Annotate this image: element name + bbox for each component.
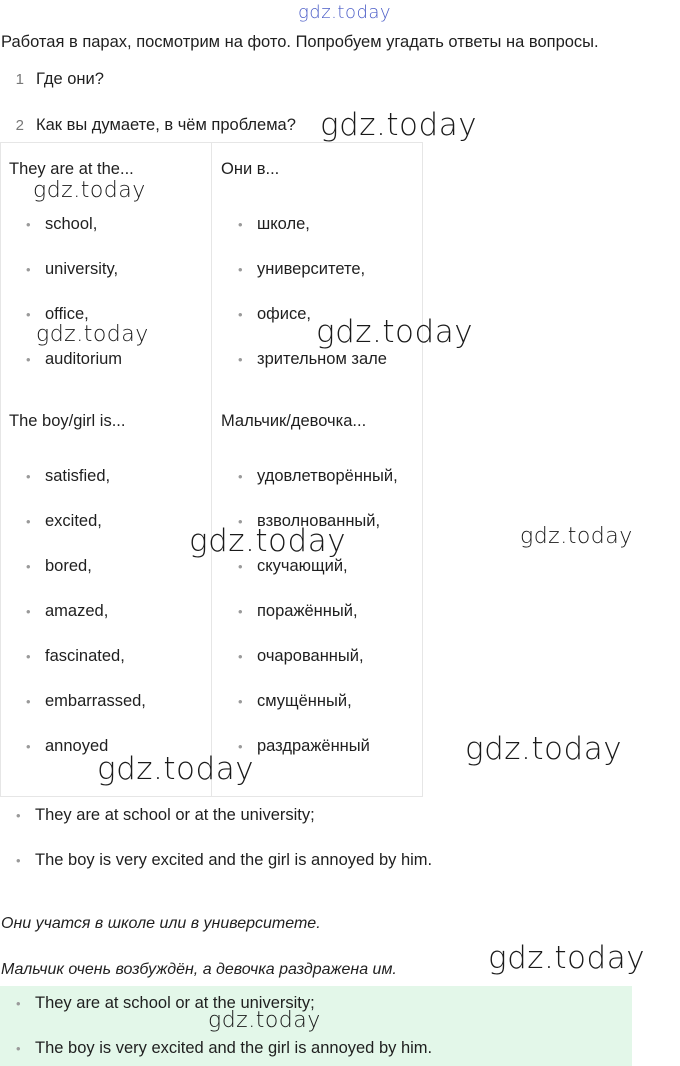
watermark: gdz.today — [189, 523, 347, 559]
watermark: gdz.today — [465, 731, 623, 767]
ru-feeling-item: • смущённый, — [257, 692, 352, 711]
ru-feeling-item: • поражённый, — [257, 602, 358, 621]
answer-item: • The boy is very excited and the girl is annoyed by him. — [35, 851, 432, 870]
en-feeling-item: • annoyed — [45, 737, 108, 756]
highlighted-answer-item: • They are at school or at the university; — [35, 994, 315, 1013]
ru-feeling-item: • взволнованный, — [257, 512, 380, 531]
ru-header-places: Они в... — [221, 160, 280, 178]
watermark: gdz.today — [208, 1008, 321, 1033]
question-text: Как вы думаете, в чём проблема? — [36, 116, 296, 134]
ru-place-item: • офисе, — [257, 305, 311, 324]
translation-line: Мальчик очень возбуждён, а девочка раздражена им. — [1, 961, 397, 978]
vocabulary-table — [0, 142, 423, 797]
translation-line: Они учатся в школе или в университете. — [1, 915, 321, 932]
en-header-places: They are at the... — [9, 160, 134, 178]
watermark: gdz.today — [36, 322, 149, 347]
question-number: 1 — [15, 71, 24, 88]
en-header-feelings: The boy/girl is... — [9, 412, 126, 430]
en-place-item: • office, — [45, 305, 89, 324]
en-feeling-item: • fascinated, — [45, 647, 125, 666]
answer-item: • They are at school or at the university; — [35, 806, 315, 825]
watermark: gdz.today — [520, 524, 633, 549]
watermark: gdz.today — [320, 107, 478, 143]
ru-place-item: • зрительном зале — [257, 350, 387, 369]
ru-place-item: • университете, — [257, 260, 365, 279]
watermark-top: gdz.today — [298, 2, 392, 23]
intro-text: Работая в парах, посмотрим на фото. Попробуем угадать ответы на вопросы. — [1, 33, 599, 51]
en-place-item: • auditorium — [45, 350, 122, 369]
watermark: gdz.today — [316, 314, 474, 350]
ru-feeling-item: • скучающий, — [257, 557, 348, 576]
en-feeling-item: • amazed, — [45, 602, 108, 621]
question-text: Где они? — [36, 70, 104, 88]
en-feeling-item: • excited, — [45, 512, 102, 531]
ru-feeling-item: • удовлетворённый, — [257, 467, 398, 486]
question-2 — [0, 116, 296, 135]
en-place-item: • school, — [45, 215, 97, 234]
watermark: gdz.today — [97, 751, 255, 787]
question-1 — [0, 70, 104, 89]
en-feeling-item: • embarrassed, — [45, 692, 146, 711]
en-feeling-item: • satisfied, — [45, 467, 110, 486]
en-feeling-item: • bored, — [45, 557, 92, 576]
watermark: gdz.today — [33, 178, 146, 203]
ru-header-feelings: Мальчик/девочка... — [221, 412, 367, 430]
highlighted-answer-item: • The boy is very excited and the girl is annoyed by him. — [35, 1039, 432, 1058]
question-number: 2 — [15, 117, 24, 134]
ru-feeling-item: • очарованный, — [257, 647, 364, 666]
ru-place-item: • школе, — [257, 215, 310, 234]
watermark: gdz.today — [488, 940, 646, 976]
column-divider — [211, 143, 212, 796]
ru-feeling-item: • раздражённый — [257, 737, 370, 756]
en-place-item: • university, — [45, 260, 118, 279]
